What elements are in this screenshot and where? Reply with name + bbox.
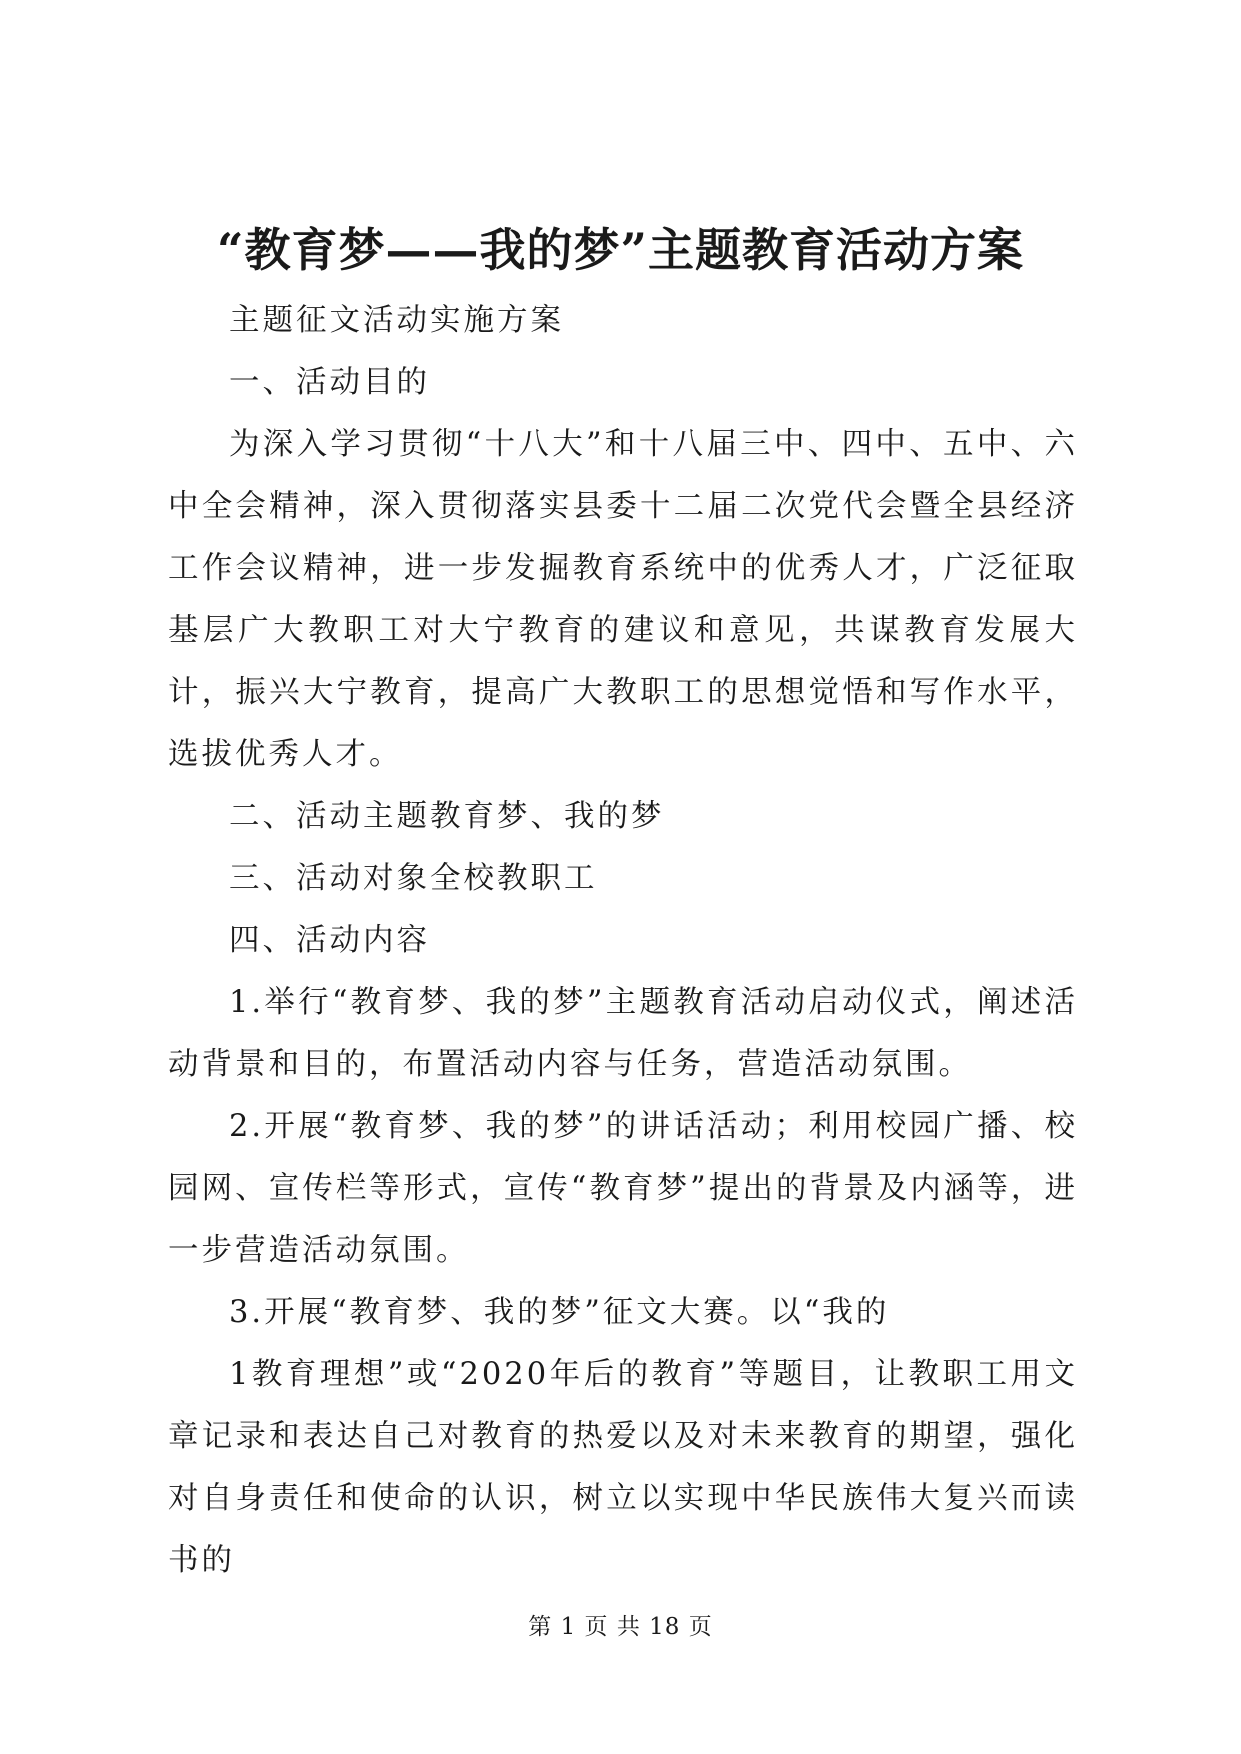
- document-title: “教育梦——我的梦”主题教育活动方案: [217, 223, 1024, 277]
- page-footer: 第 1 页 共 18 页: [528, 1614, 713, 1640]
- paragraph-item-3-continued: 1教育理想”或“2020年后的教育”等题目，让教职工用文章记录和表达自己对教育的热爱以及对未来教育的期望，强化对自身责任和使命的认识，树立以实现中华民族伟大复兴而读书的: [168, 1357, 1078, 1578]
- document-body: [168, 290, 1078, 1592]
- paragraph-item-2: 2.开展“教育梦、我的梦”的讲话活动；利用校园广播、校园网、宣传栏等形式，宣传“教育梦”提出的背景及内涵等，进一步营造活动氛围。: [168, 1109, 1078, 1268]
- section-heading-content: 四、活动内容: [229, 923, 430, 958]
- section-heading-theme: 二、活动主题教育梦、我的梦: [229, 799, 665, 834]
- section-heading-purpose: 一、活动目的: [229, 365, 430, 400]
- paragraph-subtitle: 主题征文活动实施方案: [229, 303, 564, 338]
- paragraph-item-1: 1.举行“教育梦、我的梦”主题教育活动启动仪式，阐述活动背景和目的，布置活动内容与任务，营造活动氛围。: [168, 985, 1078, 1082]
- paragraph-purpose: 为深入学习贯彻“十八大”和十八届三中、四中、五中、六中全会精神，深入贯彻落实县委十二届二次党代会暨全县经济工作会议精神，进一步发掘教育系统中的优秀人才，广泛征取基层广大教职工对大宁教育的建议和意见，共谋教育发展大计，振兴大宁教育，提高广大教职工的思想觉悟和写作水平，选拔优秀人才。: [168, 427, 1078, 772]
- paragraph-item-3: 3.开展“教育梦、我的梦”征文大赛。以“我的: [229, 1295, 890, 1330]
- section-heading-audience: 三、活动对象全校教职工: [229, 861, 598, 896]
